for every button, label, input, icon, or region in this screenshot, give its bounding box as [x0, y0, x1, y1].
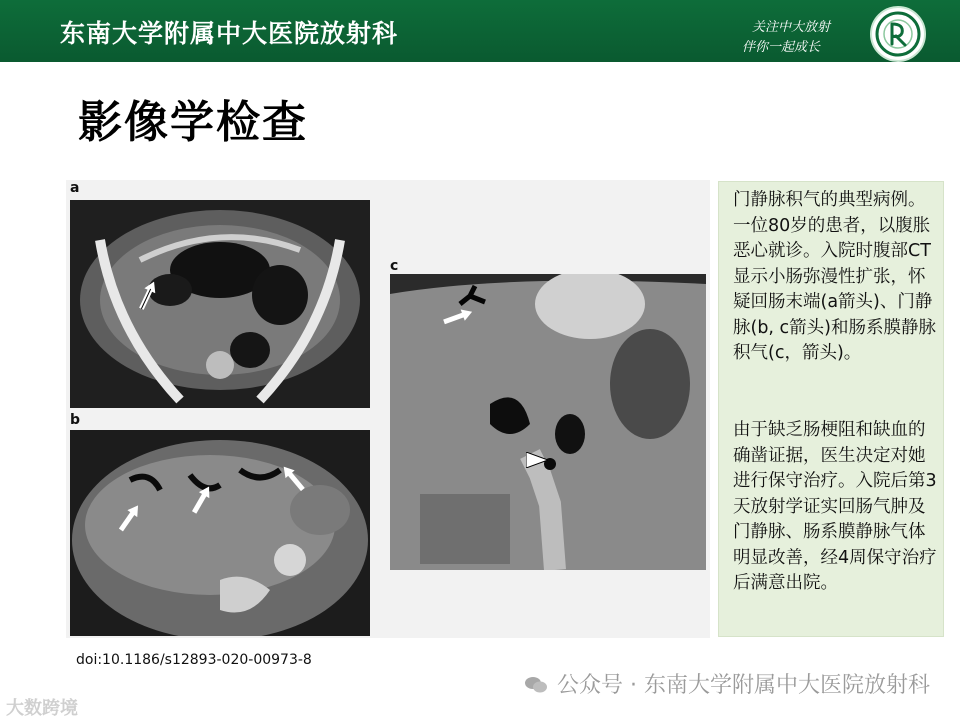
- description-paragraph-1: 门静脉积气的典型病例。一位80岁的患者，以腹胀恶心就诊。入院时腹部CT显示小肠弥漫性扩张，怀疑回肠末端(a箭头)、门静脉(b, c箭头)和肠系膜静脉积气(c，箭头)。: [733, 190, 937, 363]
- page-title: 影像学检查: [78, 97, 308, 148]
- watermark: [525, 668, 930, 699]
- header-bar: [0, 0, 960, 62]
- ct-scan-c: [390, 274, 706, 570]
- panel-label-c: c: [390, 258, 399, 274]
- ct-figure: [66, 180, 710, 638]
- description-paragraph-2: 由于缺乏肠梗阻和缺血的确凿证据，医生决定对她进行保守治疗。入院后第3天放射学证实回肠气肿及门静脉、肠系膜静脉气体明显改善，经4周保守治疗后满意出院。: [733, 420, 937, 593]
- watermark-text: 公众号 · 东南大学附属中大医院放射科: [557, 673, 930, 698]
- slogan-line1: 关注中大放射: [751, 20, 830, 35]
- doi-citation: doi:10.1186/s12893-020-00973-8: [76, 652, 312, 668]
- header-title: 东南大学附属中大医院放射科: [60, 19, 399, 48]
- wechat-icon: [525, 675, 547, 693]
- arrowhead-icon: [526, 452, 548, 472]
- slogan-line2: 伴你一起成长: [741, 40, 820, 55]
- panel-label-b: b: [70, 412, 81, 428]
- ct-scan-a: [70, 200, 370, 408]
- description-panel: [718, 181, 944, 637]
- hospital-logo-icon: [870, 6, 926, 62]
- ct-scan-b: [70, 430, 370, 636]
- panel-label-a: a: [70, 180, 80, 196]
- corner-watermark: 大数跨境: [6, 698, 78, 719]
